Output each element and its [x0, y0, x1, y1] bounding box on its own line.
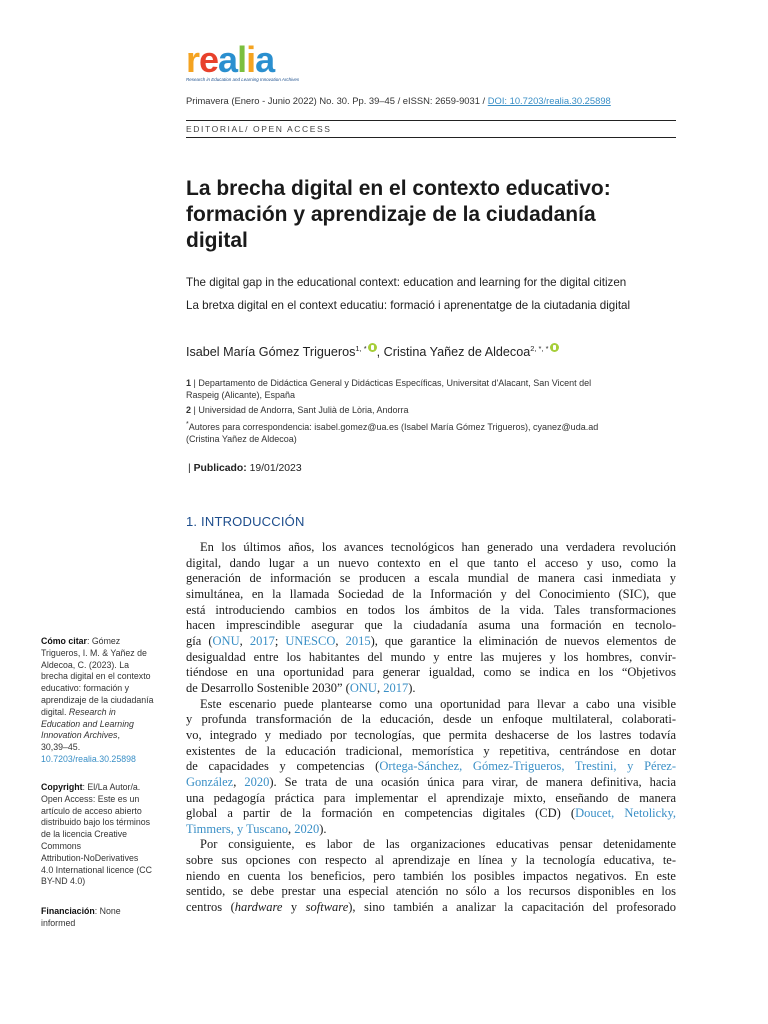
sidebar-italic: Education and Learning	[41, 718, 134, 729]
orcid-icon[interactable]	[368, 343, 377, 352]
text-run: ,	[239, 633, 250, 648]
sidebar-italic: Innovation Archives	[41, 730, 118, 741]
divider	[186, 120, 676, 121]
body-line: existentes de la educación tradicional, memorística y repetitiva, centrándose en dotar	[186, 743, 676, 758]
sidebar-line: distribuido bajo los términos	[41, 817, 151, 828]
sidebar-text: : None	[94, 906, 121, 916]
divider	[186, 137, 676, 138]
sidebar-line: Commons	[41, 840, 82, 851]
title-catalan: La bretxa digital en el context educatiu: formació i aprenentatge de la ciutadania digital	[186, 299, 631, 312]
body-line: generación de información se producen a escala mundial de manera casi inmediata y	[186, 571, 676, 586]
doi-link[interactable]: DOI: 10.7203/realia.30.25898	[487, 95, 611, 106]
text-run: de capacidades y competencias (	[186, 759, 380, 774]
body-line	[186, 634, 676, 650]
sidebar-line	[41, 636, 171, 648]
sidebar-funding	[41, 906, 171, 930]
citation-link[interactable]: 2020	[294, 821, 320, 836]
section-label: EDITORIAL/ OPEN ACCESS	[186, 124, 332, 134]
author-name[interactable]: Isabel María Gómez Trigueros	[186, 345, 356, 359]
body-line: Este escenario puede plantearse como una oportunidad para llevar a cabo una visible	[200, 696, 676, 711]
sidebar-line	[41, 707, 171, 719]
citation-link[interactable]: 2015	[345, 633, 371, 648]
sidebar-line: BY-ND 4.0)	[41, 876, 86, 887]
journal-logo	[186, 39, 316, 86]
citation-link[interactable]: 2017	[249, 633, 275, 648]
sidebar-line	[41, 906, 171, 918]
affiliation-text: | Departamento de Didáctica General y Didácticas Específicas, Universitat d'Alacant, San Vicent del	[191, 378, 592, 388]
sidebar-line: de la licencia Creative	[41, 829, 128, 840]
sidebar-line: Aldecoa, C. (2023). La	[41, 659, 130, 670]
sidebar-text: ,	[117, 730, 120, 741]
sidebar-citation	[41, 636, 171, 766]
body-line: vo, integrado y mediado por tecnologías, que permita deshacerse de los lastres todavía	[186, 727, 676, 742]
text-run: gía (	[186, 633, 213, 648]
published-date	[188, 463, 302, 474]
text-run: y	[282, 900, 306, 915]
affiliation-2	[186, 404, 646, 416]
italic-term: hardware	[234, 900, 283, 915]
title-line: digital	[186, 229, 248, 252]
affiliation-number: 2	[186, 405, 192, 415]
text-run: ). Se trata de una ocasión única para virar, de manera definitiva, hacia	[269, 774, 676, 789]
logo-letter: r	[186, 39, 200, 80]
body-line	[186, 759, 676, 775]
citation-link[interactable]: ONU	[349, 680, 377, 695]
correspondence-marker: *	[186, 421, 189, 428]
text-run: ,	[288, 821, 295, 836]
text-run: ).	[408, 680, 416, 695]
correspondence	[186, 419, 646, 445]
sidebar-label: Cómo citar	[41, 636, 87, 646]
sidebar-line: educativo: formación y	[41, 683, 130, 694]
citation-link[interactable]: González	[186, 774, 234, 789]
logo-letter: e	[199, 39, 219, 80]
text-run: ,	[376, 680, 384, 695]
text-run: ), que garantice la eliminación de nuevos elementos de	[370, 633, 676, 648]
body-text	[186, 540, 676, 916]
affiliation-number: 1	[186, 378, 192, 388]
published-label: Publicado:	[193, 463, 247, 474]
article-title	[186, 176, 676, 254]
sidebar-line: Open Access: Este es un	[41, 793, 140, 804]
body-line	[186, 822, 676, 838]
text-run: ,	[233, 774, 245, 789]
sidebar-text: : Gómez	[86, 636, 121, 646]
body-line: En los últimos años, los avances tecnológicos han generado una verdadera revolución	[200, 540, 676, 554]
text-run: ).	[319, 821, 327, 836]
sidebar-label: Financiación	[41, 906, 95, 916]
text-run: ;	[274, 633, 286, 648]
text-run: ,	[335, 633, 346, 648]
sidebar-line: brecha digital en el contexto	[41, 671, 151, 682]
journal-citation-line	[186, 95, 611, 106]
sidebar-line	[41, 719, 171, 731]
sidebar-label: Copyright	[41, 782, 83, 792]
author-affiliation-marker: 1, *	[355, 343, 367, 353]
citation-link[interactable]: Timmers, y Tuscano	[186, 821, 288, 836]
citation-link[interactable]: UNESCO	[285, 633, 336, 648]
italic-term: software	[305, 900, 349, 915]
title-english: The digital gap in the educational context: education and learning for the digital citizen	[186, 276, 627, 289]
author-list	[186, 343, 559, 359]
sidebar-line	[41, 730, 171, 742]
body-line: está introduciendo cambios en todos los ámbitos de la vida. Tales transformaciones	[186, 602, 676, 617]
text-run: ), sino también a analizar la capacitación del profesorado	[348, 900, 676, 915]
text-run: global a partir de la formación en competencias digitales (CD) (	[186, 806, 576, 821]
sidebar-doi-link[interactable]: 10.7203/realia.30.25898	[41, 753, 136, 764]
logo-tagline: Research in Education and Learning Innovation Archives	[186, 77, 300, 82]
citation-link[interactable]: 2020	[244, 774, 270, 789]
published-bar: |	[188, 463, 194, 474]
sidebar-line: artículo de acceso abierto	[41, 805, 142, 816]
affiliation-1	[186, 377, 646, 401]
body-line: sobre sus opciones con respecto al aprendizaje en línea y la tecnología educativa, te-	[186, 853, 676, 868]
author-separator: ,	[376, 345, 384, 359]
body-line	[186, 900, 676, 916]
body-line: tiéndose en una oportunidad para generar igualdad, como se indica en los “Objetivos	[186, 665, 676, 680]
published-value: 19/01/2023	[246, 463, 302, 474]
citation-link[interactable]: Ortega-Sánchez, Gómez-Trigueros, Trestini, y Pérez-	[379, 759, 676, 774]
sidebar-line	[41, 782, 171, 794]
section-heading: 1. INTRODUCCIÓN	[186, 514, 305, 529]
text-run: de Desarrollo Sostenible 2030” (	[186, 680, 350, 695]
body-line: niendo en cuenta los beneficios, pero también los posibles impactos negativos. En este	[186, 868, 676, 883]
sidebar-copyright	[41, 782, 171, 888]
logo-letter: i	[246, 39, 256, 80]
logo-letter: a	[255, 39, 275, 80]
sidebar-line: 30,39–45.	[41, 742, 81, 753]
sidebar-line: Attribution-NoDerivatives	[41, 852, 139, 863]
citation-link[interactable]: ONU	[212, 633, 240, 648]
body-line: desigualdad entre los habitantes del mundo y entre las mujeres y los hombres, convir-	[186, 649, 676, 664]
sidebar-line: informed	[41, 917, 76, 928]
sidebar-line: Trigueros, I. M. & Yañez de	[41, 647, 147, 658]
body-line: sentido, se debe prestar una especial atención no sólo a los recursos disponibles en los	[186, 884, 676, 899]
logo-letter: a	[218, 39, 238, 80]
title-line: formación y aprendizaje de la ciudadanía	[186, 203, 596, 226]
correspondence-text: Autores para correspondencia: isabel.gomez@ua.es (Isabel María Gómez Trigueros), cyanez@uda.ad	[188, 422, 599, 432]
title-line: La brecha digital en el contexto educativo:	[186, 177, 611, 200]
body-line: y profunda transformación de la educación, desde un enfoque multilateral, colaborati-	[186, 712, 676, 727]
author-affiliation-marker: 2, *, *	[530, 343, 549, 353]
body-line: digital, dando lugar a un nuevo contexto en el que tanto el acceso y uso, como la	[186, 555, 676, 570]
body-line	[186, 681, 676, 697]
body-line: Por consiguiente, es labor de las organizaciones educativas pensar detenidamente	[200, 837, 676, 852]
logo-letter: l	[237, 39, 247, 80]
sidebar-line: 4.0 International licence (CC	[41, 864, 152, 875]
body-line	[186, 806, 676, 822]
affiliation-text: | Universidad de Andorra, Sant Julià de Lòria, Andorra	[191, 405, 409, 415]
affiliation-text: Raspeig (Alicante), España	[186, 390, 296, 400]
orcid-icon[interactable]	[550, 343, 559, 352]
sidebar-line: aprendizaje de la ciudadanía	[41, 694, 154, 705]
body-line: simultánea, en la llamada Sociedad de la Información y del Conocimiento (SIC), que	[186, 586, 676, 601]
sidebar-text: digital.	[41, 706, 69, 717]
text-run: centros (	[186, 900, 235, 915]
body-line: una pedagogía práctica para implementar el aprendizaje mixto, enseñando de manera	[186, 790, 676, 805]
sidebar-text: : El/La Autor/a.	[82, 782, 141, 792]
body-line: hacen imprescindible asegurar que la ciudadanía asuma una formación en tecnolo-	[186, 618, 676, 633]
body-line	[186, 775, 676, 791]
author-name[interactable]: Cristina Yañez de Aldecoa	[383, 345, 531, 359]
citation-link[interactable]: 2017	[383, 680, 409, 695]
sidebar-italic: Research in	[68, 706, 116, 717]
citation-link[interactable]: Doucet, Netolicky,	[575, 806, 676, 821]
journal-issue-info: Primavera (Enero - Junio 2022) No. 30. Pp. 39–45 / eISSN: 2659-9031 /	[186, 95, 488, 106]
correspondence-text: (Cristina Yañez de Aldecoa)	[186, 434, 297, 444]
